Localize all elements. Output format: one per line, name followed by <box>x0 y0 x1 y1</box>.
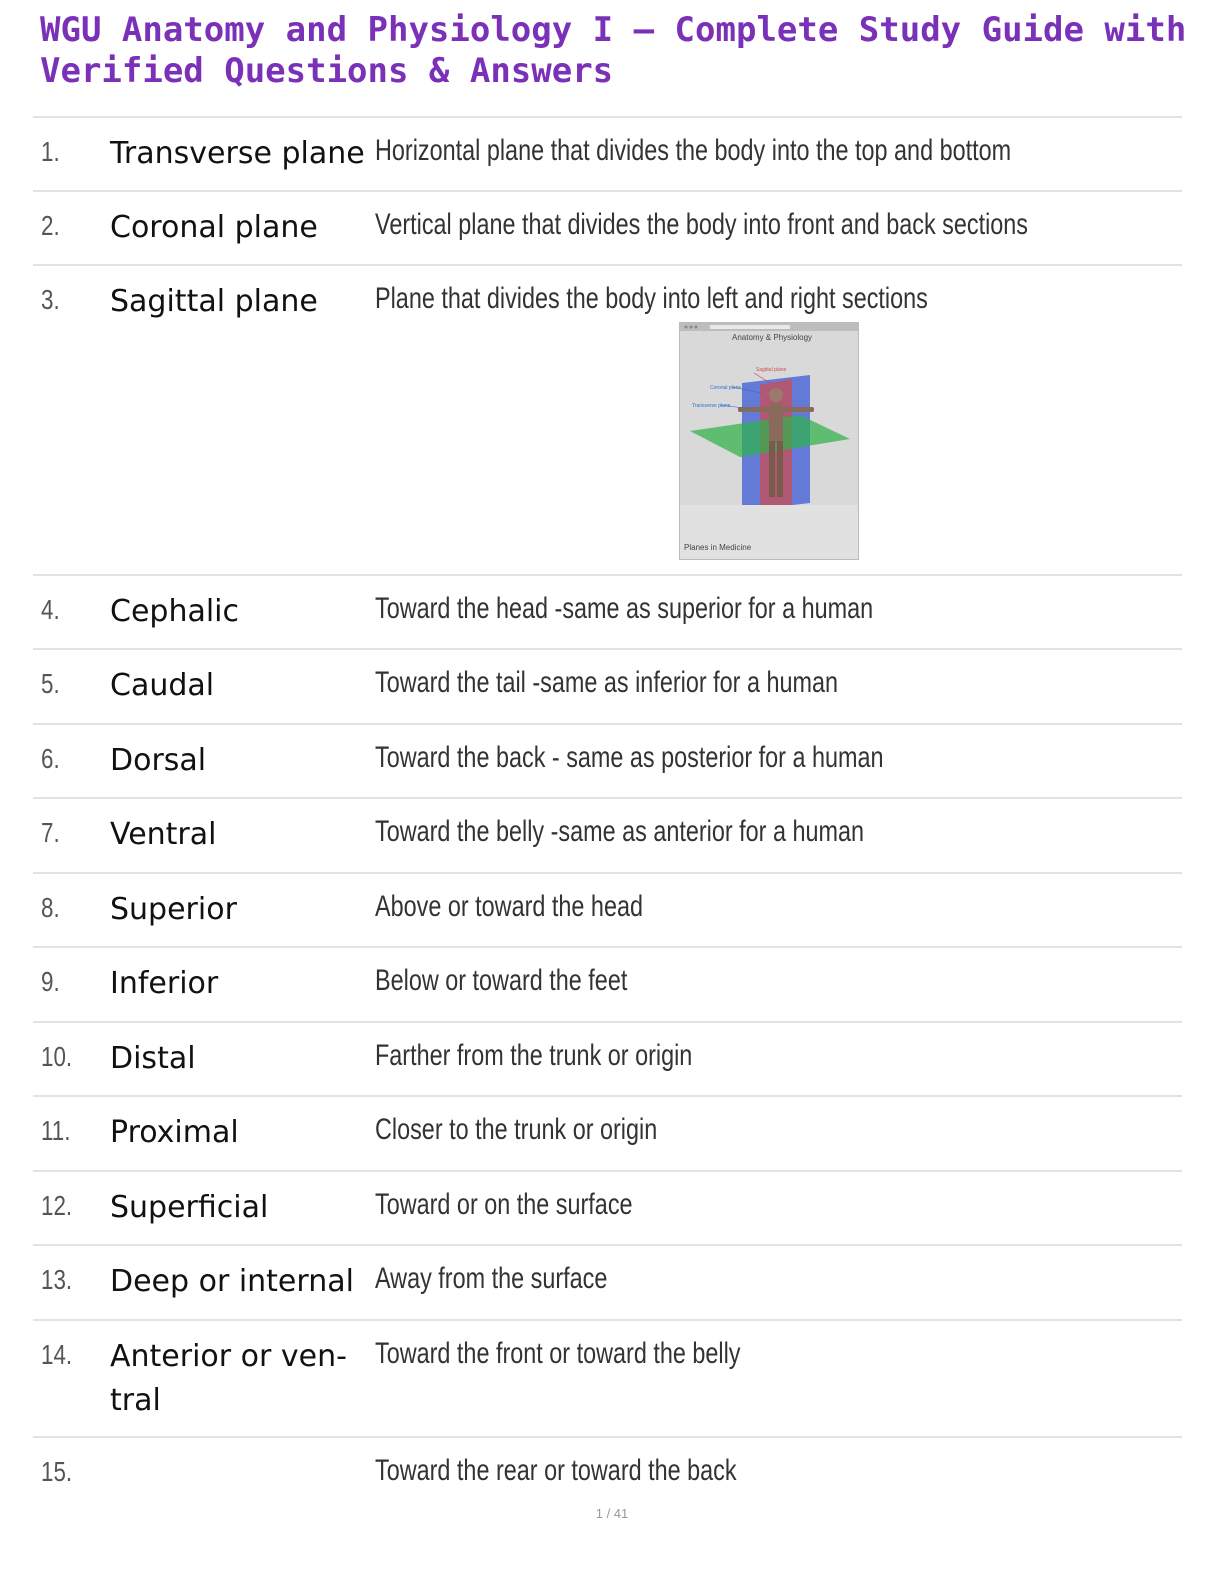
figure-caption: Planes in Medicine <box>684 543 752 552</box>
body-planes-figure <box>679 322 859 560</box>
term-row <box>33 1172 1182 1246</box>
term-number: 14. <box>41 1339 73 1370</box>
terms-list <box>33 116 1182 1508</box>
term-name: Deep or internal <box>110 1264 354 1299</box>
document-title: WGU Anatomy and Physiology I – Complete Study Guide with Verified Questions & Answers <box>40 10 1187 91</box>
term-definition: Farther from the trunk or origin <box>375 1039 693 1072</box>
sagittal-label: Sagittal plane <box>756 367 787 373</box>
term-name: Sagittal plane <box>110 284 318 319</box>
term-number: 12. <box>41 1190 73 1221</box>
term-number: 8. <box>41 892 60 923</box>
term-row <box>33 1246 1182 1321</box>
term-definition: Above or toward the head <box>375 890 643 923</box>
term-definition: Toward the head -same as superior for a human <box>375 592 874 625</box>
term-number: 3. <box>41 284 60 315</box>
transverse-label: Transverse plane <box>692 403 731 409</box>
term-row <box>33 1438 1182 1508</box>
term-number: 9. <box>41 966 60 997</box>
term-row <box>33 1023 1182 1097</box>
term-row <box>33 576 1182 650</box>
term-definition: Toward the tail -same as inferior for a human <box>375 666 839 699</box>
figure-header: Anatomy & Physiology <box>732 333 813 342</box>
term-name: Superficial <box>110 1190 269 1225</box>
coronal-label: Coronal plane <box>710 385 742 391</box>
term-name: Superior <box>110 892 237 927</box>
term-definition: Toward the belly -same as anterior for a human <box>375 815 865 848</box>
term-number: 7. <box>41 817 60 848</box>
term-row <box>33 266 1182 576</box>
term-row <box>33 650 1182 725</box>
term-name: Cephalic <box>110 594 240 629</box>
term-number: 2. <box>41 210 60 241</box>
term-definition: Toward the rear or toward the back <box>375 1454 737 1487</box>
body-planes-illustration <box>680 323 858 559</box>
term-number: 15. <box>41 1456 73 1487</box>
term-row <box>33 799 1182 874</box>
term-definition: Toward or on the surface <box>375 1188 633 1221</box>
term-definition: Below or toward the feet <box>375 964 628 997</box>
term-row <box>33 1321 1182 1438</box>
term-row <box>33 874 1182 948</box>
term-name: Coronal plane <box>110 210 318 245</box>
term-definition: Away from the surface <box>375 1262 608 1295</box>
term-number: 13. <box>41 1264 73 1295</box>
term-name: Dorsal <box>110 743 207 778</box>
term-name: Inferior <box>110 966 219 1001</box>
term-definition: Toward the back - same as posterior for a human <box>375 741 884 774</box>
term-name: Distal <box>110 1041 196 1076</box>
term-number: 6. <box>41 743 60 774</box>
term-row <box>33 948 1182 1023</box>
term-number: 5. <box>41 668 60 699</box>
term-name: Ventral <box>110 817 217 852</box>
term-definition: Horizontal plane that divides the body into the top and bottom <box>375 134 1012 167</box>
term-name: Caudal <box>110 668 215 703</box>
term-row <box>33 1097 1182 1172</box>
term-row <box>33 192 1182 266</box>
term-definition: Toward the front or toward the belly <box>375 1337 741 1370</box>
term-definition: Vertical plane that divides the body into front and back sections <box>375 208 1029 241</box>
term-name: Anterior or ven-tral <box>110 1339 347 1418</box>
term-name: Transverse plane <box>110 136 365 171</box>
term-row <box>33 118 1182 192</box>
term-number: 10. <box>41 1041 73 1072</box>
page-number: 1 / 41 <box>595 1506 629 1521</box>
term-name: Proximal <box>110 1115 239 1150</box>
term-definition: Closer to the trunk or origin <box>375 1113 658 1146</box>
term-row <box>33 725 1182 799</box>
term-number: 4. <box>41 594 60 625</box>
term-definition: Plane that divides the body into left and right sections <box>375 282 928 315</box>
term-number: 1. <box>41 136 60 167</box>
term-number: 11. <box>41 1115 71 1146</box>
